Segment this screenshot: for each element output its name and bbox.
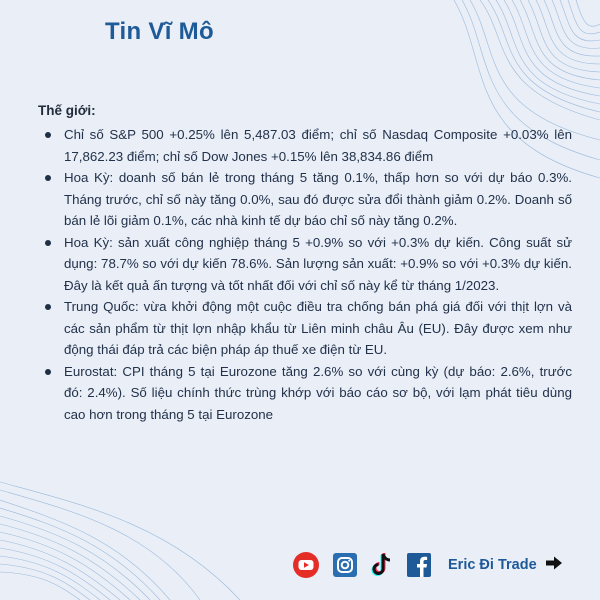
brand-name: Eric Đi Trade bbox=[448, 557, 537, 573]
news-list bbox=[42, 124, 572, 425]
bullet-icon bbox=[45, 304, 51, 310]
news-item bbox=[42, 296, 572, 361]
tiktok-icon[interactable] bbox=[370, 551, 394, 579]
section-label-world: Thế giới: bbox=[38, 103, 96, 118]
youtube-icon[interactable] bbox=[292, 551, 320, 579]
bullet-icon bbox=[45, 240, 51, 246]
footer bbox=[292, 548, 563, 582]
bullet-icon bbox=[45, 369, 51, 375]
wave-decoration-bottom-left bbox=[0, 480, 260, 600]
news-text: Hoa Kỳ: doanh số bán lẻ trong tháng 5 tăng 0.1%, thấp hơn so với dự báo 0.3%. Tháng trước, chỉ số này tăng 0.0%, sau đó được sửa đổi thành giảm 0.2%. Doanh số bán lẻ lõi giảm 0.1%, các nhà kinh tế dự báo chỉ số này tăng 0.2%. bbox=[64, 170, 572, 228]
news-item bbox=[42, 167, 572, 232]
news-text: Hoa Kỳ: sản xuất công nghiệp tháng 5 +0.9% so với +0.3% dự kiến. Công suất sử dụng: 78.7% so với dự kiến 78.6%. Sản lượng sản xuất: +0.9% so với +0.3% dự kiến. Đây là kết quả ấn tượng và tốt nhất đối với chỉ số này kể từ tháng 1/2023. bbox=[64, 234, 572, 293]
page-title: Tin Vĩ Mô bbox=[105, 18, 214, 45]
news-text: Trung Quốc: vừa khởi động một cuộc điều tra chống bán phá giá đối với thịt lợn và các sản phẩm từ thịt lợn nhập khẩu từ Liên minh châu Âu (EU). Đây được xem như động thái đáp trả các biện pháp áp thuế xe điện từ EU. bbox=[64, 299, 572, 357]
arrow-right-icon[interactable] bbox=[545, 555, 563, 576]
instagram-icon[interactable] bbox=[332, 552, 358, 578]
bullet-icon bbox=[45, 175, 51, 181]
news-item bbox=[42, 361, 572, 426]
news-item bbox=[42, 124, 572, 167]
news-item bbox=[42, 232, 572, 297]
facebook-icon[interactable] bbox=[406, 552, 432, 578]
news-text: Chỉ số S&P 500 +0.25% lên 5,487.03 điểm; chỉ số Nasdaq Composite +0.03% lên 17,862.23 điểm; chỉ số Dow Jones +0.15% lên 38,834.86 điểm bbox=[64, 127, 572, 164]
bullet-icon bbox=[45, 132, 51, 138]
news-text: Eurostat: CPI tháng 5 tại Eurozone tăng 2.6% so với cùng kỳ (dự báo: 2.6%, trước đó: 2.4%). Số liệu chính thức trùng khớp với báo cáo sơ bộ, với lạm phát tiêu dùng cao hơn trong tháng 5 tại Eurozone bbox=[64, 363, 572, 422]
